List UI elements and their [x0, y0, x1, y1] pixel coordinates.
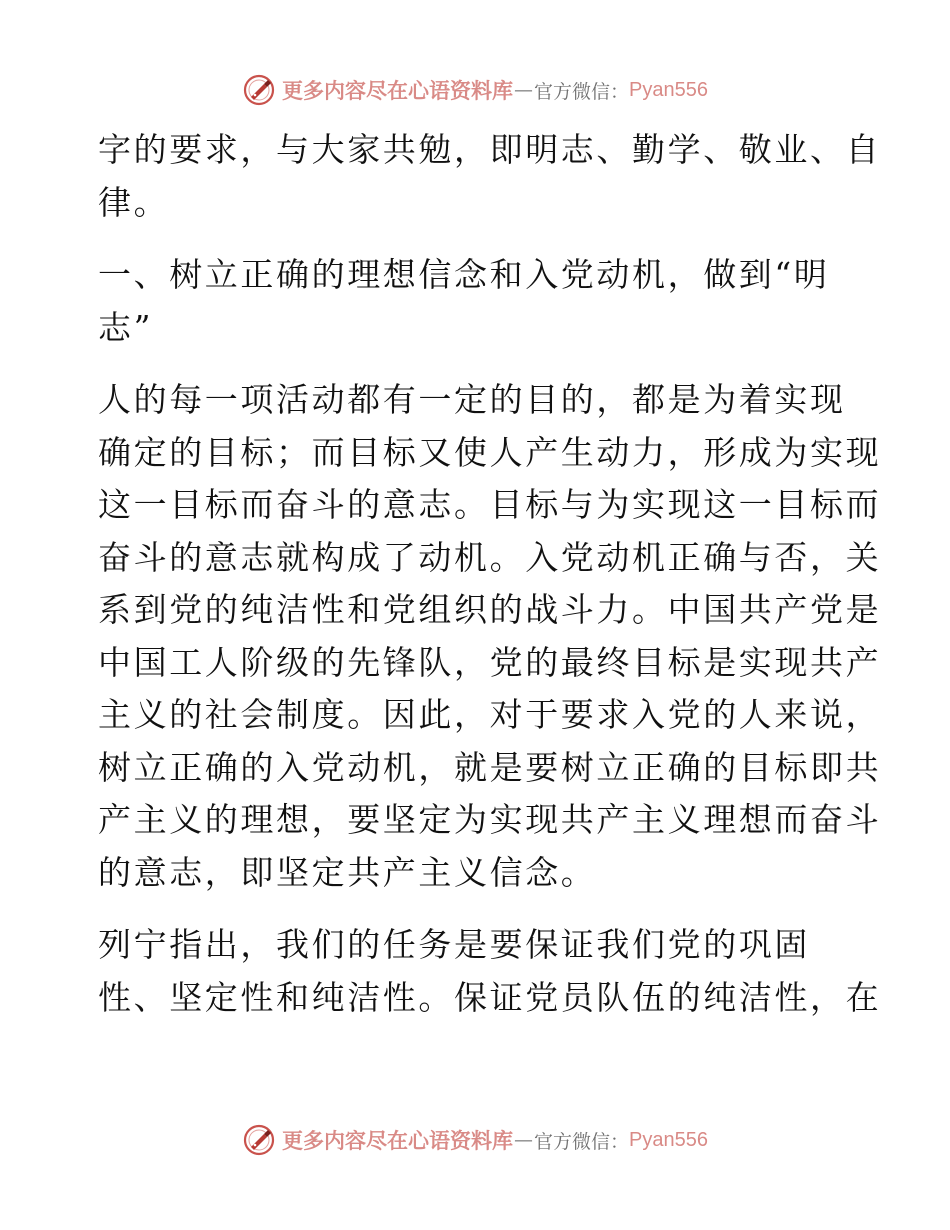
footer-watermark-banner	[0, 1120, 950, 1160]
text-line: 列宁指出，我们的任务是要保证我们党的巩固	[98, 925, 810, 964]
text-line: 产主义的理想，要坚定为实现共产主义理想而奋斗	[98, 800, 882, 839]
section-heading	[98, 249, 850, 354]
banner-wechat-id: Pyan556	[629, 78, 708, 101]
banner-wechat-label: 官方微信：	[534, 1130, 630, 1153]
header-watermark-banner	[0, 70, 950, 110]
paragraph-lenin	[98, 919, 882, 1024]
text-line: 一、树立正确的理想信念和入党动机，做到“明	[98, 255, 830, 294]
text-line: 的意志，即坚定共产主义信念。	[98, 852, 597, 892]
text-line: 确定的目标；而目标又使人产生动力，形成为实现	[98, 432, 882, 472]
banner-separator: —	[514, 79, 533, 101]
banner-wechat-id: Pyan556	[629, 1128, 708, 1151]
pen-nib-logo-icon	[242, 73, 276, 107]
text-line: 性、坚定性和纯洁性。保证党员队伍的纯洁性，在	[98, 977, 882, 1017]
pen-nib-logo-icon	[242, 1123, 276, 1157]
banner-wechat-label: 官方微信：	[534, 80, 630, 103]
text-line: 主义的社会制度。因此，对于要求入党的人来说，	[98, 695, 882, 734]
text-line: 律。	[98, 182, 170, 222]
banner-title: 更多内容尽在心语资料库	[282, 1128, 513, 1153]
text-line: 奋斗的意志就构成了动机。入党动机正确与否，关	[98, 537, 882, 577]
text-line: 字的要求，与大家共勉，即明志、勤学、敬业、自	[98, 130, 882, 169]
paragraph-motivation	[98, 374, 882, 899]
text-line: 这一目标而奋斗的意志。目标与为实现这一目标而	[98, 485, 882, 524]
text-line: 人的每一项活动都有一定的目的，都是为着实现	[98, 380, 846, 419]
document-body	[98, 124, 882, 1024]
text-line: 系到党的纯洁性和党组织的战斗力。中国共产党是	[98, 590, 882, 629]
paragraph-intro	[98, 124, 882, 229]
text-line: 中国工人阶级的先锋队，党的最终目标是实现共产	[98, 642, 882, 682]
text-line: 树立正确的入党动机，就是要树立正确的目标即共	[98, 747, 882, 787]
banner-title: 更多内容尽在心语资料库	[282, 78, 513, 103]
text-line: 志”	[98, 307, 154, 347]
banner-separator: —	[514, 1129, 533, 1151]
